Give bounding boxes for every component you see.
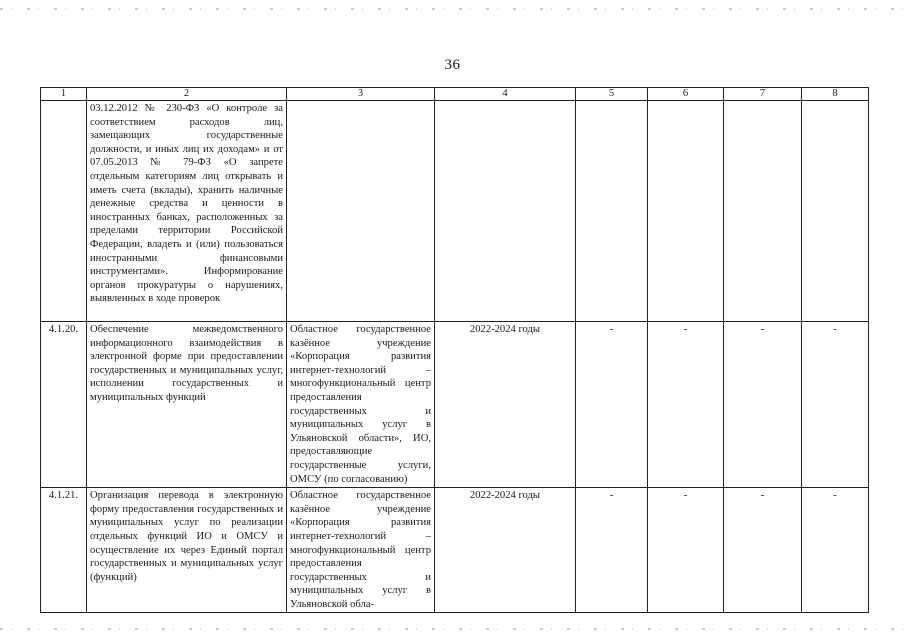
executor: Областное государственное казённое учреждение «Корпорация развития интернет-технологий – многофункциональный центр предоставления государственных и муниципальных услуг в Ульяновской области», ИО, предоставляющие государственные услуги, ОМСУ (по согласованию) [287,322,435,488]
cell-col5: - [576,322,648,488]
cell-col8 [802,101,869,322]
cell-col5: - [576,488,648,613]
column-header: 7 [724,88,802,101]
cell-col7: - [724,322,802,488]
table-row [41,488,869,613]
scan-noise-top [0,8,905,10]
cell-col6: - [648,322,724,488]
column-header: 5 [576,88,648,101]
executor [287,101,435,322]
cell-col8: - [802,322,869,488]
column-header: 4 [435,88,576,101]
cell-col8: - [802,488,869,613]
cell-col7: - [724,488,802,613]
header-row [41,88,869,101]
measures-table [40,87,869,613]
cell-col5 [576,101,648,322]
column-header: 2 [87,88,287,101]
column-header: 1 [41,88,87,101]
period [435,101,576,322]
measure-description: 03.12.2012 № 230-ФЗ «О контроле за соответствием расходов лиц, замещающих государственные должности, и иных лиц их доходам» и от 07.05.2013 № 79-ФЗ «О запрете отдельным категориям лиц открывать и иметь счета (вклады), хранить наличные денежные средства и ценности в иностранных банках, расположенных за пределами территории Российской Федерации, владеть и (или) пользоваться иностранными финансовыми инструментами». Информирование органов прокуратуры о нарушениях, выявленных в ходе проверок [87,101,287,322]
column-header: 8 [802,88,869,101]
scan-noise-bottom [0,628,905,630]
row-number: 4.1.21. [41,488,87,613]
column-header: 3 [287,88,435,101]
period: 2022-2024 годы [435,488,576,613]
column-header: 6 [648,88,724,101]
table-row [41,101,869,322]
page-number: 36 [444,57,461,73]
cell-col7 [724,101,802,322]
cell-col6: - [648,488,724,613]
row-number [41,101,87,322]
row-number: 4.1.20. [41,322,87,488]
period: 2022-2024 годы [435,322,576,488]
cell-col6 [648,101,724,322]
table-row [41,322,869,488]
executor: Областное государственное казённое учреждение «Корпорация развития интернет-технологий – многофункциональный центр предоставления государственных и муниципальных услуг в Ульяновской обла- [287,488,435,613]
measure-description: Обеспечение межведомственного информационного взаимодействия в электронной форме при предоставлении государственных и муниципальных услуг, исполнении государственных и муниципальных функций [87,322,287,488]
measure-description: Организация перевода в электронную форму предоставления государственных и муниципальных услуг по реализации отдельных функций ИО и ОМСУ и осуществление их через Единый портал государственных и муниципальных услуг (функций) [87,488,287,613]
